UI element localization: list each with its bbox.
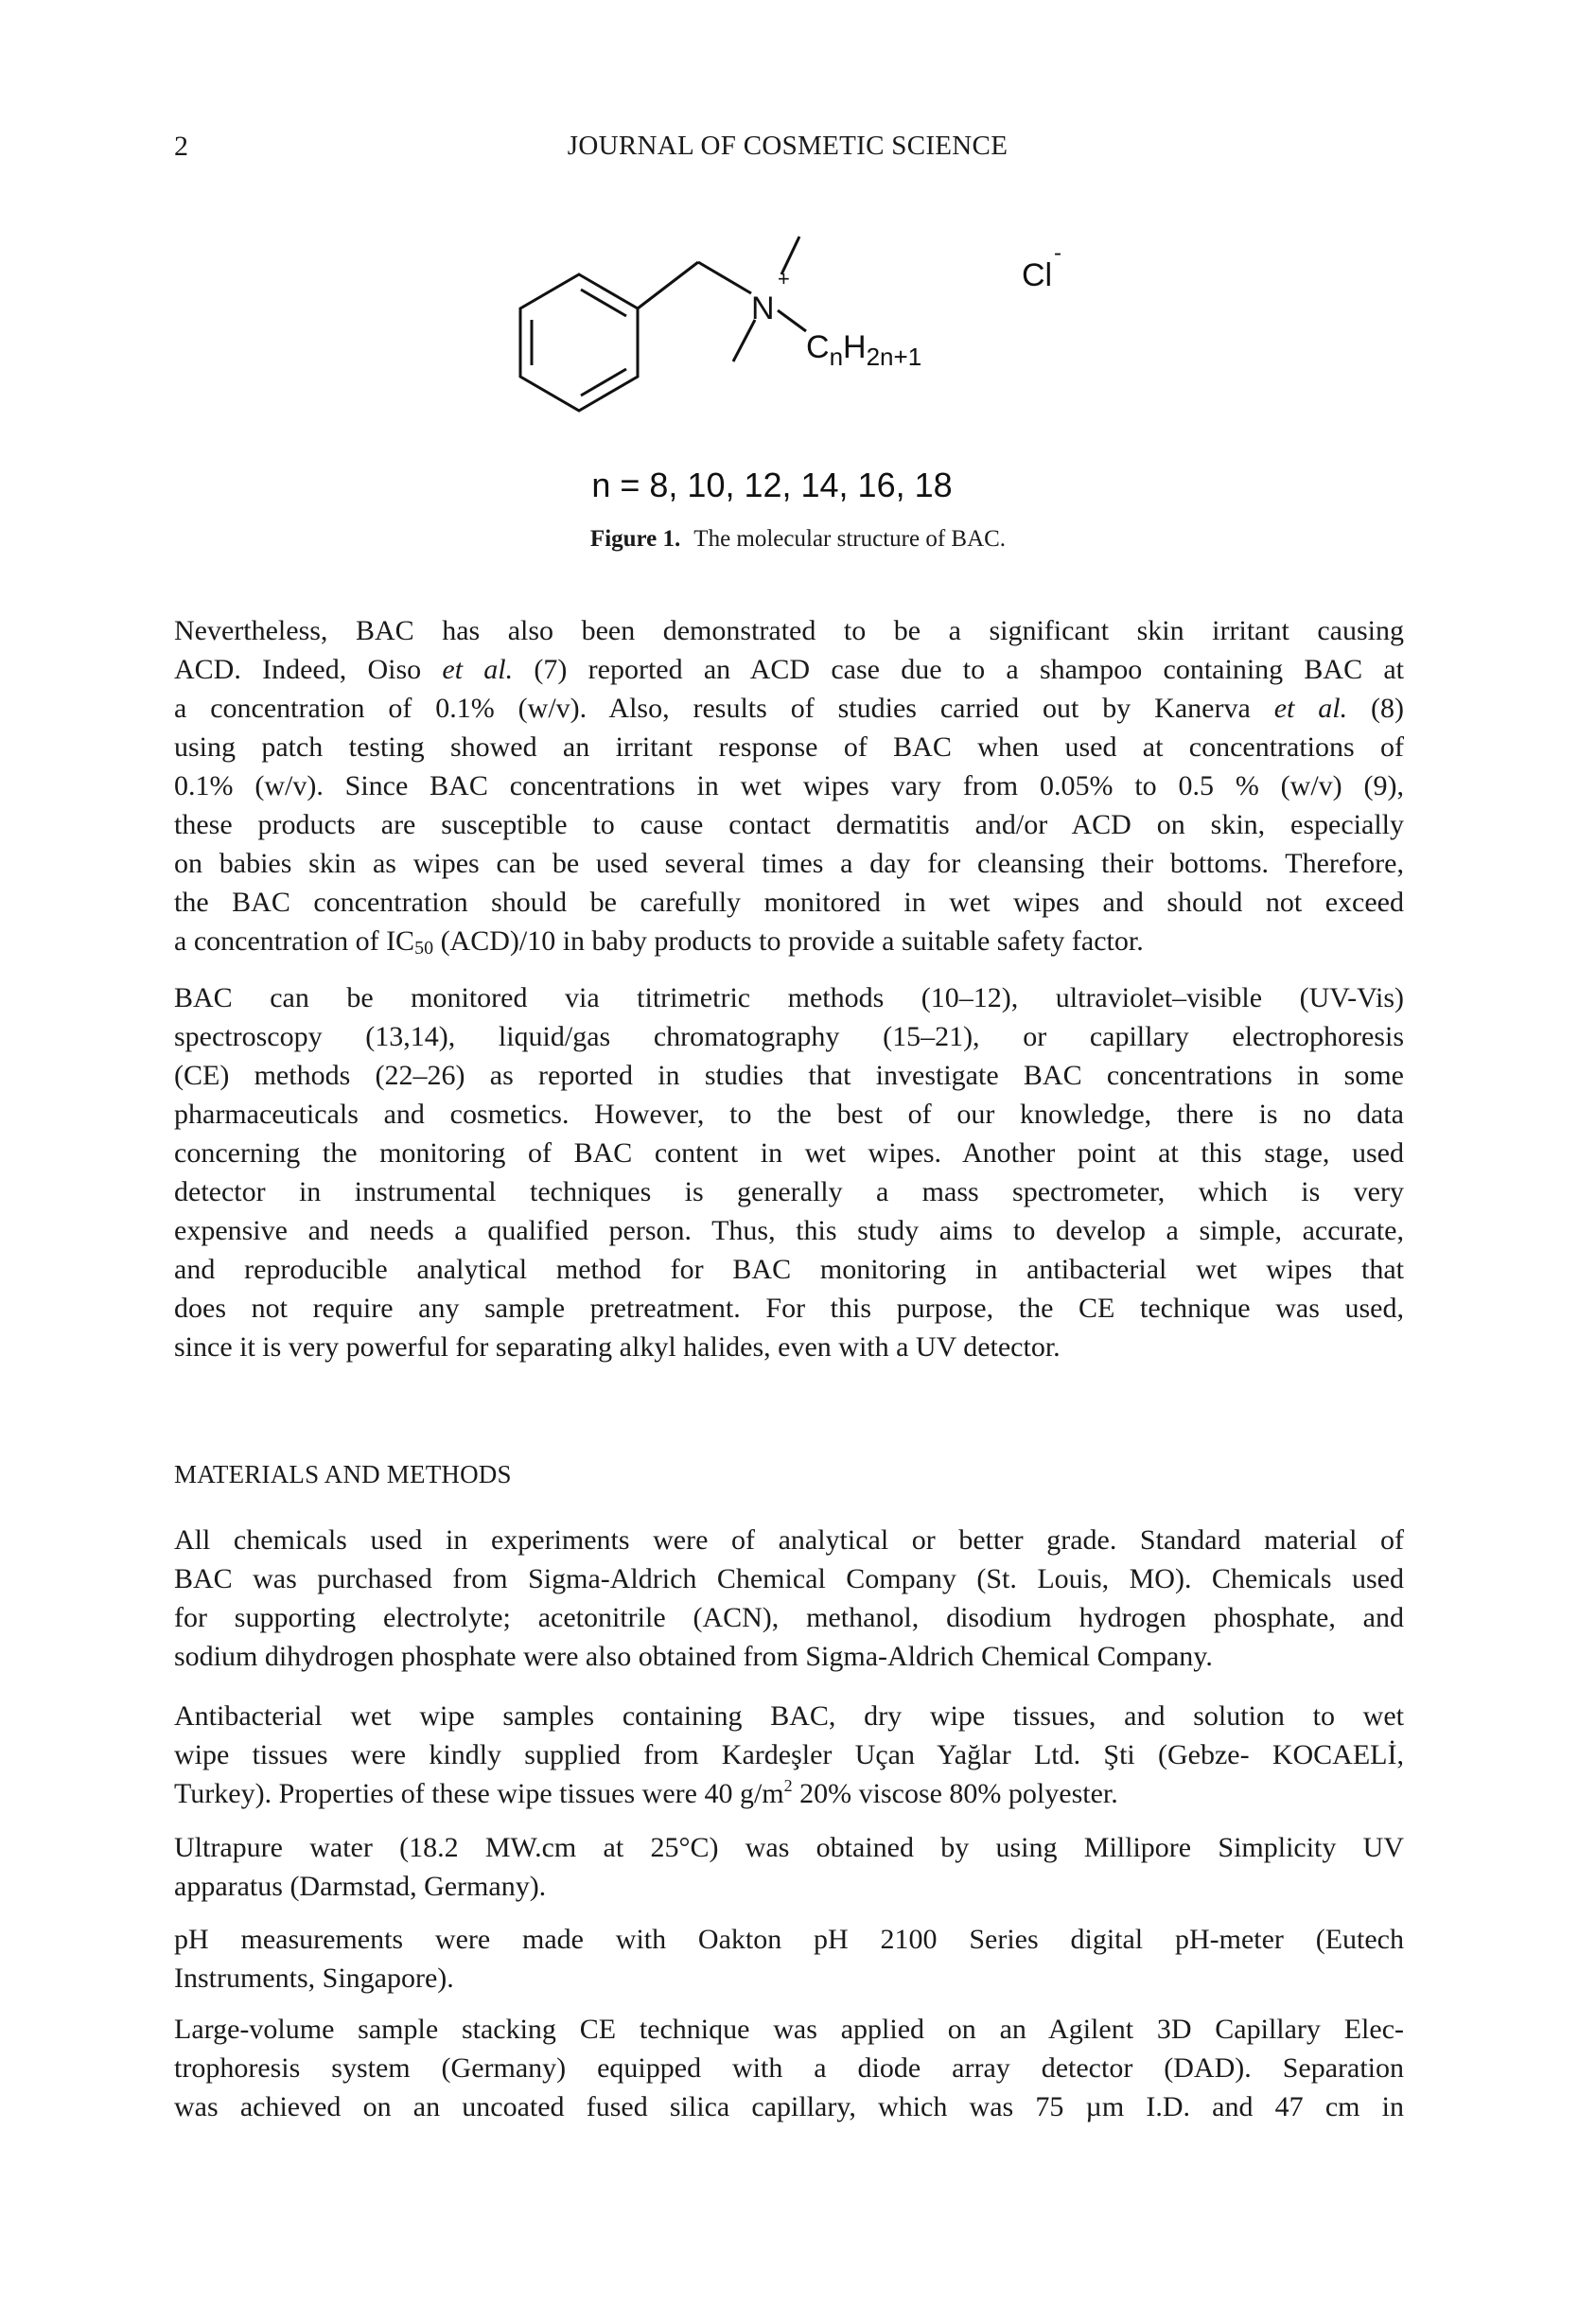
figure-1-molecular-structure	[0, 0, 1596, 587]
paragraph-ultrapure-water	[174, 1828, 1404, 1906]
text-line: BAC can be monitored via titrimetric methods (10–12), ultraviolet–visible (UV-Vis)	[174, 982, 1404, 1013]
svg-text:CnH2n+1	[806, 329, 921, 371]
text-line: Ultrapure water (18.2 MW.cm at 25°C) was obtained by using Millipore Simplicity UV	[174, 1832, 1404, 1863]
text-line: (CE) methods (22–26) as reported in studies that investigate BAC concentrations in some	[174, 1060, 1404, 1091]
paragraph-ce-technique	[174, 2010, 1404, 2126]
text-line: sodium dihydrogen phosphate were also obtained from Sigma-Aldrich Chemical Company.	[174, 1641, 1213, 1672]
text-line: spectroscopy (13,14), liquid/gas chromatography (15–21), or capillary electrophoresis	[174, 1021, 1404, 1052]
text-line: for supporting electrolyte; acetonitrile (ACN), methanol, disodium hydrogen phosphate, and	[174, 1602, 1404, 1633]
text-line: All chemicals used in experiments were of analytical or better grade. Standard material of	[174, 1524, 1404, 1556]
text-line: Instruments, Singapore).	[174, 1963, 454, 1994]
supscript-text: 2	[783, 1776, 793, 1795]
text-line	[174, 922, 1404, 960]
text-line: does not require any sample pretreatment. For this purpose, the CE technique was used,	[174, 1293, 1404, 1324]
italic-text: et al.	[442, 654, 514, 685]
bonds	[638, 237, 806, 361]
text-line: since it is very powerful for separating alkyl halides, even with a UV detector.	[174, 1331, 1061, 1363]
figure-caption	[0, 526, 1596, 553]
text-line: pharmaceuticals and cosmetics. However, to the best of our knowledge, there is no data	[174, 1099, 1404, 1130]
text-line: expensive and needs a qualified person. Thus, this study aims to develop a simple, accurate,	[174, 1215, 1404, 1246]
paragraph-bac-monitoring	[174, 978, 1404, 1366]
chain-carbon: C	[806, 329, 830, 365]
text-line: Large-volume sample stacking CE technique was applied on an Agilent 3D Capillary Elec-	[174, 2014, 1404, 2045]
section-heading-materials-methods: MATERIALS AND METHODS	[174, 1460, 512, 1488]
benzene-ring	[520, 274, 638, 411]
text-line: detector in instrumental techniques is generally a mass spectrometer, which is very	[174, 1176, 1404, 1207]
chain-carbon-subscript: n	[829, 343, 844, 371]
positive-charge: +	[778, 267, 790, 290]
text-segment: a concentration of 0.1% (w/v). Also, results of studies carried out by Kanerva	[174, 693, 1274, 724]
text-line: trophoresis system (Germany) equipped with a diode array detector (DAD). Separation	[174, 2052, 1404, 2084]
chain-hydrogen-subscript: 2n+1	[866, 343, 922, 371]
chloride-ion: Cl	[1022, 257, 1053, 293]
text-line: on babies skin as wipes can be used several times a day for cleansing their bottoms. Therefore,	[174, 848, 1404, 879]
negative-charge: -	[1054, 240, 1061, 266]
chain-hydrogen: H	[843, 329, 867, 365]
text-line: Antibacterial wet wipe samples containing BAC, dry wipe tissues, and solution to wet	[174, 1700, 1404, 1732]
running-header: JOURNAL OF COSMETIC SCIENCE	[567, 131, 1008, 161]
figure-caption-label: Figure 1.	[589, 526, 681, 552]
text-line: concerning the monitoring of BAC content in wet wipes. Another point at this stage, used	[174, 1137, 1404, 1169]
text-segment: (ACD)/10 in baby products to provide a suitable safety factor.	[433, 925, 1144, 957]
n-values: n = 8, 10, 12, 14, 16, 18	[591, 466, 953, 504]
text-line: pH measurements were made with Oakton pH 2100 Series digital pH-meter (Eutech	[174, 1924, 1404, 1955]
page-number: 2	[174, 131, 188, 162]
text-line: wipe tissues were kindly supplied from Kardeşler Uçan Yağlar Ltd. Şti (Gebze- KOCAELİ,	[174, 1739, 1404, 1770]
text-line	[174, 689, 1404, 728]
figure-caption-text: The molecular structure of BAC.	[693, 526, 1007, 552]
text-line: BAC was purchased from Sigma-Aldrich Chemical Company (St. Louis, MO). Chemicals used	[174, 1563, 1404, 1594]
paragraph-chemicals	[174, 1521, 1404, 1676]
text-line: apparatus (Darmstad, Germany).	[174, 1871, 547, 1902]
text-segment: (7) reported an ACD case due to a shampoo containing BAC at	[513, 654, 1405, 685]
paragraph-wet-wipe-samples	[174, 1697, 1404, 1813]
text-line: using patch testing showed an irritant response of BAC when used at concentrations of	[174, 731, 1404, 763]
italic-text: et al.	[1273, 693, 1348, 724]
subscript-text: 50	[414, 938, 434, 959]
text-segment: (8)	[1347, 693, 1404, 724]
text-segment: Turkey). Properties of these wipe tissues were 40 g/m	[174, 1778, 784, 1809]
text-segment: 20% viscose 80% polyester.	[792, 1778, 1118, 1809]
paragraph-ph-measurements	[174, 1920, 1404, 1998]
text-line	[174, 650, 1404, 689]
text-line: and reproducible analytical method for BAC monitoring in antibacterial wet wipes that	[174, 1254, 1404, 1285]
text-line: these products are susceptible to cause contact dermatitis and/or ACD on skin, especially	[174, 809, 1404, 840]
text-segment: ACD. Indeed, Oiso	[174, 654, 443, 685]
nitrogen-atom: N	[751, 290, 775, 326]
text-line: the BAC concentration should be carefully monitored in wet wipes and should not exceed	[174, 887, 1404, 918]
text-line: 0.1% (w/v). Since BAC concentrations in wet wipes vary from 0.05% to 0.5 % (w/v) (9),	[174, 770, 1404, 801]
text-line	[174, 1774, 1404, 1813]
text-line: Nevertheless, BAC has also been demonstrated to be a significant skin irritant causing	[174, 615, 1404, 646]
text-segment: a concentration of IC	[174, 925, 415, 957]
text-line: was achieved on an uncoated fused silica capillary, which was 75 µm I.D. and 47 cm in	[174, 2091, 1404, 2122]
paragraph-bac-irritant	[174, 611, 1404, 960]
